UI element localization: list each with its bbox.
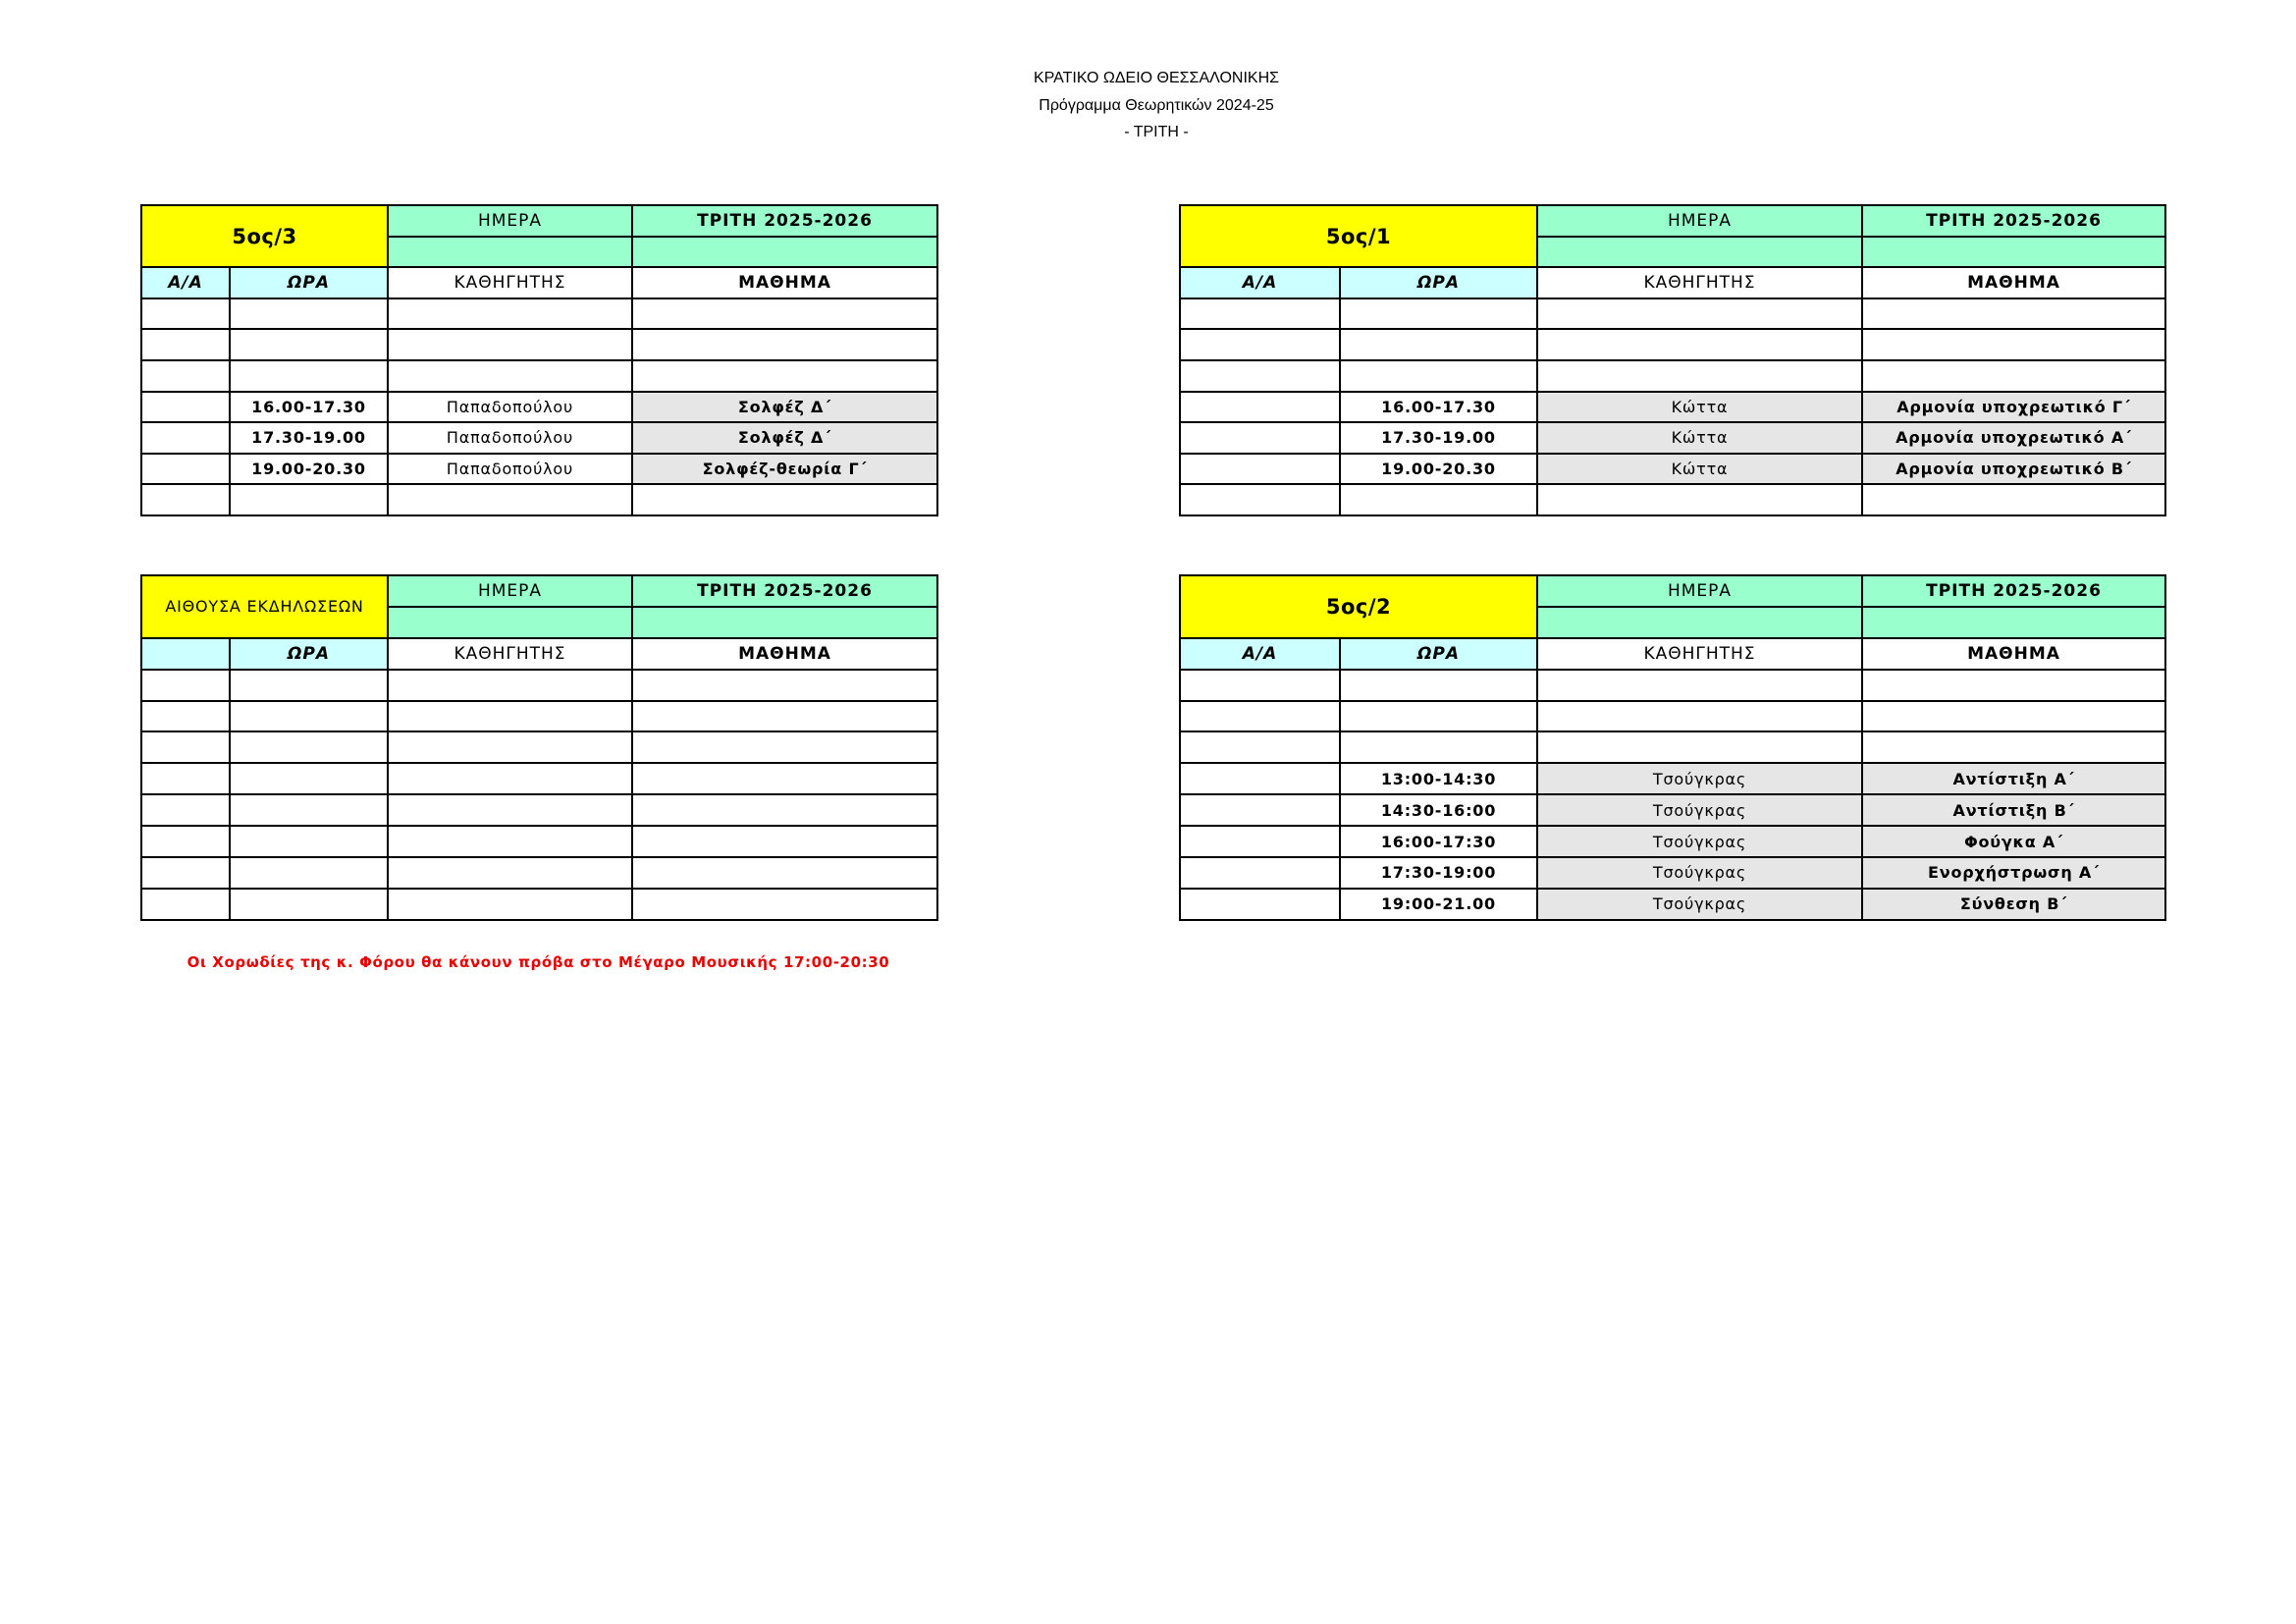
time-cell: [230, 298, 388, 330]
time-cell: [230, 826, 388, 857]
blank-header-cell: [1537, 607, 1862, 638]
row-number-cell: [1180, 731, 1340, 763]
row-number-cell: [141, 889, 230, 920]
table-row: [141, 826, 937, 857]
table-row: [1180, 701, 2165, 732]
teacher-cell: [388, 763, 632, 794]
room-label: 5ος/2: [1180, 575, 1537, 638]
row-number-cell: [141, 826, 230, 857]
time-cell: 16.00-17.30: [230, 392, 388, 423]
time-cell: [230, 484, 388, 515]
col-header-subject: ΜΑΘΗΜΑ: [1862, 267, 2165, 298]
table-row: [141, 857, 937, 889]
table-row: [141, 731, 937, 763]
subject-cell: [1862, 731, 2165, 763]
teacher-cell: [388, 701, 632, 732]
teacher-cell: Κώττα: [1537, 454, 1862, 485]
time-cell: 16:00-17:30: [1340, 826, 1537, 857]
row-number-cell: [141, 298, 230, 330]
subject-cell: [632, 889, 937, 920]
blank-header-cell: [1537, 237, 1862, 268]
teacher-cell: Παπαδοπούλου: [388, 422, 632, 454]
time-cell: 17.30-19.00: [230, 422, 388, 454]
row-number-cell: [1180, 360, 1340, 392]
teacher-cell: [1537, 731, 1862, 763]
teacher-cell: Κώττα: [1537, 422, 1862, 454]
subject-cell: Αρμονία υποχρεωτικό Γ΄: [1862, 392, 2165, 423]
time-cell: [1340, 329, 1537, 360]
table-row: [1180, 392, 2165, 423]
teacher-cell: [388, 484, 632, 515]
subject-cell: Αντίστιξη Α΄: [1862, 763, 2165, 794]
day-value: ΤΡΙΤΗ 2025-2026: [1862, 205, 2165, 237]
subject-cell: Σολφέζ-θεωρία Γ΄: [632, 454, 937, 485]
teacher-cell: Παπαδοπούλου: [388, 392, 632, 423]
row-number-cell: [1180, 484, 1340, 515]
row-number-cell: [141, 731, 230, 763]
time-cell: [1340, 484, 1537, 515]
table-row: [1180, 298, 2165, 330]
subject-cell: [1862, 360, 2165, 392]
col-header-subject: ΜΑΘΗΜΑ: [632, 267, 937, 298]
subject-cell: Σολφέζ Δ΄: [632, 392, 937, 423]
row-number-cell: [1180, 763, 1340, 794]
row-number-cell: [1180, 857, 1340, 889]
blank-header-cell: [1862, 237, 2165, 268]
table-row: [1180, 763, 2165, 794]
room-label: 5ος/1: [1180, 205, 1537, 267]
institution-title: ΚΡΑΤΙΚΟ ΩΔΕΙΟ ΘΕΣΣΑΛΟΝΙΚΗΣ: [1033, 70, 1280, 86]
table-row: [1180, 857, 2165, 889]
column-header-row: [141, 267, 937, 298]
teacher-cell: [388, 731, 632, 763]
day-label: ΗΜΕΡΑ: [388, 205, 632, 237]
schedule-table-events-hall: [140, 574, 938, 921]
schedule-table-5os-2: [1179, 574, 2166, 921]
time-cell: 17:30-19:00: [1340, 857, 1537, 889]
col-header-teacher: ΚΑΘΗΓΗΤΗΣ: [1537, 638, 1862, 670]
teacher-cell: [1537, 701, 1862, 732]
table-row: [141, 889, 937, 920]
table-row: [1180, 826, 2165, 857]
day-heading: - ΤΡΙΤΗ -: [1124, 124, 1189, 140]
col-header-time: ΩΡΑ: [230, 638, 388, 670]
table-row: [141, 422, 937, 454]
table-row: [141, 298, 937, 330]
teacher-cell: Παπαδοπούλου: [388, 454, 632, 485]
subject-cell: [1862, 298, 2165, 330]
table-row: [1180, 731, 2165, 763]
table-row: [141, 794, 937, 826]
row-number-cell: [1180, 392, 1340, 423]
day-value: ΤΡΙΤΗ 2025-2026: [1862, 575, 2165, 607]
room-label: 5ος/3: [141, 205, 388, 267]
table-header-row: [1180, 205, 2165, 237]
subject-cell: [632, 484, 937, 515]
subject-cell: [632, 826, 937, 857]
subject-cell: [1862, 484, 2165, 515]
subject-cell: Σολφέζ Δ΄: [632, 422, 937, 454]
subject-cell: Αρμονία υποχρεωτικό Α΄: [1862, 422, 2165, 454]
time-cell: [230, 794, 388, 826]
col-header-aa: Α/Α: [1180, 267, 1340, 298]
row-number-cell: [141, 484, 230, 515]
time-cell: 19.00-20.30: [230, 454, 388, 485]
row-number-cell: [1180, 422, 1340, 454]
teacher-cell: Τσούγκρας: [1537, 794, 1862, 826]
col-header-subject: ΜΑΘΗΜΑ: [632, 638, 937, 670]
teacher-cell: Τσούγκρας: [1537, 857, 1862, 889]
row-number-cell: [1180, 670, 1340, 701]
table-row: [1180, 360, 2165, 392]
row-number-cell: [141, 857, 230, 889]
teacher-cell: [1537, 670, 1862, 701]
row-number-cell: [1180, 454, 1340, 485]
table-row: [141, 701, 937, 732]
day-label: ΗΜΕΡΑ: [388, 575, 632, 607]
subject-cell: [1862, 329, 2165, 360]
subject-cell: Φούγκα Α΄: [1862, 826, 2165, 857]
col-header-teacher: ΚΑΘΗΓΗΤΗΣ: [1537, 267, 1862, 298]
blank-header-cell: [632, 237, 937, 268]
row-number-cell: [141, 392, 230, 423]
time-cell: [230, 763, 388, 794]
col-header-subject: ΜΑΘΗΜΑ: [1862, 638, 2165, 670]
time-cell: [1340, 360, 1537, 392]
subject-cell: [632, 701, 937, 732]
row-number-cell: [1180, 701, 1340, 732]
time-cell: [1340, 701, 1537, 732]
teacher-cell: [388, 360, 632, 392]
subject-cell: [1862, 701, 2165, 732]
blank-header-cell: [388, 607, 632, 638]
row-number-cell: [1180, 794, 1340, 826]
row-number-cell: [141, 794, 230, 826]
column-header-row: [1180, 267, 2165, 298]
subject-cell: Ενορχήστρωση Α΄: [1862, 857, 2165, 889]
row-number-cell: [1180, 329, 1340, 360]
row-number-cell: [1180, 889, 1340, 920]
table-row: [141, 454, 937, 485]
table-header-row: [141, 575, 937, 607]
blank-header-cell: [632, 607, 937, 638]
row-number-cell: [141, 763, 230, 794]
time-cell: [230, 670, 388, 701]
choir-rehearsal-note: Οι Χορωδίες της κ. Φόρου θα κάνουν πρόβα στο Μέγαρο Μουσικής 17:00-20:30: [187, 953, 890, 971]
column-header-row: [141, 638, 937, 670]
row-number-cell: [141, 422, 230, 454]
time-cell: [1340, 298, 1537, 330]
subject-cell: [632, 298, 937, 330]
time-cell: [230, 857, 388, 889]
col-header-aa: Α/Α: [1180, 638, 1340, 670]
teacher-cell: [1537, 360, 1862, 392]
row-number-cell: [141, 329, 230, 360]
blank-header-cell: [388, 237, 632, 268]
table-row: [1180, 889, 2165, 920]
teacher-cell: [1537, 484, 1862, 515]
subject-cell: [632, 670, 937, 701]
table-row: [141, 484, 937, 515]
teacher-cell: [388, 826, 632, 857]
time-cell: 16.00-17.30: [1340, 392, 1537, 423]
teacher-cell: [388, 857, 632, 889]
column-header-row: [1180, 638, 2165, 670]
table-row: [1180, 484, 2165, 515]
row-number-cell: [141, 670, 230, 701]
time-cell: 19:00-21.00: [1340, 889, 1537, 920]
schedule-table-5os-3: [140, 204, 938, 516]
blank-header-cell: [1862, 607, 2165, 638]
schedule-subtitle: Πρόγραμμα Θεωρητικών 2024-25: [1039, 96, 1274, 114]
table-row: [1180, 329, 2165, 360]
table-row: [1180, 670, 2165, 701]
col-header-time: ΩΡΑ: [1340, 638, 1537, 670]
subject-cell: Αρμονία υποχρεωτικό Β΄: [1862, 454, 2165, 485]
table-row: [141, 763, 937, 794]
time-cell: 17.30-19.00: [1340, 422, 1537, 454]
subject-cell: [632, 794, 937, 826]
col-header-teacher: ΚΑΘΗΓΗΤΗΣ: [388, 267, 632, 298]
time-cell: [230, 731, 388, 763]
time-cell: [230, 360, 388, 392]
subject-cell: [632, 731, 937, 763]
day-label: ΗΜΕΡΑ: [1537, 205, 1862, 237]
time-cell: [1340, 731, 1537, 763]
table-row: [1180, 422, 2165, 454]
teacher-cell: [1537, 329, 1862, 360]
row-number-cell: [141, 454, 230, 485]
subject-cell: [632, 360, 937, 392]
row-number-cell: [141, 360, 230, 392]
subject-cell: [632, 857, 937, 889]
subject-cell: [632, 329, 937, 360]
time-cell: 14:30-16:00: [1340, 794, 1537, 826]
subject-cell: Σύνθεση Β΄: [1862, 889, 2165, 920]
table-row: [141, 329, 937, 360]
table-header-row: [141, 205, 937, 237]
schedule-table-5os-1: [1179, 204, 2166, 516]
teacher-cell: [1537, 298, 1862, 330]
col-header-aa: Α/Α: [141, 267, 230, 298]
subject-cell: Αντίστιξη Β΄: [1862, 794, 2165, 826]
teacher-cell: [388, 329, 632, 360]
col-header-time: ΩΡΑ: [1340, 267, 1537, 298]
col-header-teacher: ΚΑΘΗΓΗΤΗΣ: [388, 638, 632, 670]
time-cell: [230, 329, 388, 360]
table-header-row: [1180, 575, 2165, 607]
time-cell: [1340, 670, 1537, 701]
table-row: [141, 670, 937, 701]
table-row: [141, 360, 937, 392]
time-cell: [230, 701, 388, 732]
document-header: [862, 65, 1451, 146]
subject-cell: [632, 763, 937, 794]
day-value: ΤΡΙΤΗ 2025-2026: [632, 205, 937, 237]
time-cell: 19.00-20.30: [1340, 454, 1537, 485]
room-label: ΑΙΘΟΥΣΑ ΕΚΔΗΛΩΣΕΩΝ: [141, 575, 388, 638]
row-number-cell: [1180, 826, 1340, 857]
teacher-cell: [388, 670, 632, 701]
teacher-cell: [388, 298, 632, 330]
day-label: ΗΜΕΡΑ: [1537, 575, 1862, 607]
teacher-cell: [388, 794, 632, 826]
teacher-cell: Τσούγκρας: [1537, 889, 1862, 920]
teacher-cell: Τσούγκρας: [1537, 826, 1862, 857]
table-row: [141, 392, 937, 423]
time-cell: [230, 889, 388, 920]
teacher-cell: Κώττα: [1537, 392, 1862, 423]
col-header-time: ΩΡΑ: [230, 267, 388, 298]
subject-cell: [1862, 670, 2165, 701]
row-number-cell: [141, 701, 230, 732]
time-cell: 13:00-14:30: [1340, 763, 1537, 794]
table-row: [1180, 794, 2165, 826]
row-number-cell: [1180, 298, 1340, 330]
teacher-cell: [388, 889, 632, 920]
table-row: [1180, 454, 2165, 485]
teacher-cell: Τσούγκρας: [1537, 763, 1862, 794]
day-value: ΤΡΙΤΗ 2025-2026: [632, 575, 937, 607]
col-header-aa: [141, 638, 230, 670]
